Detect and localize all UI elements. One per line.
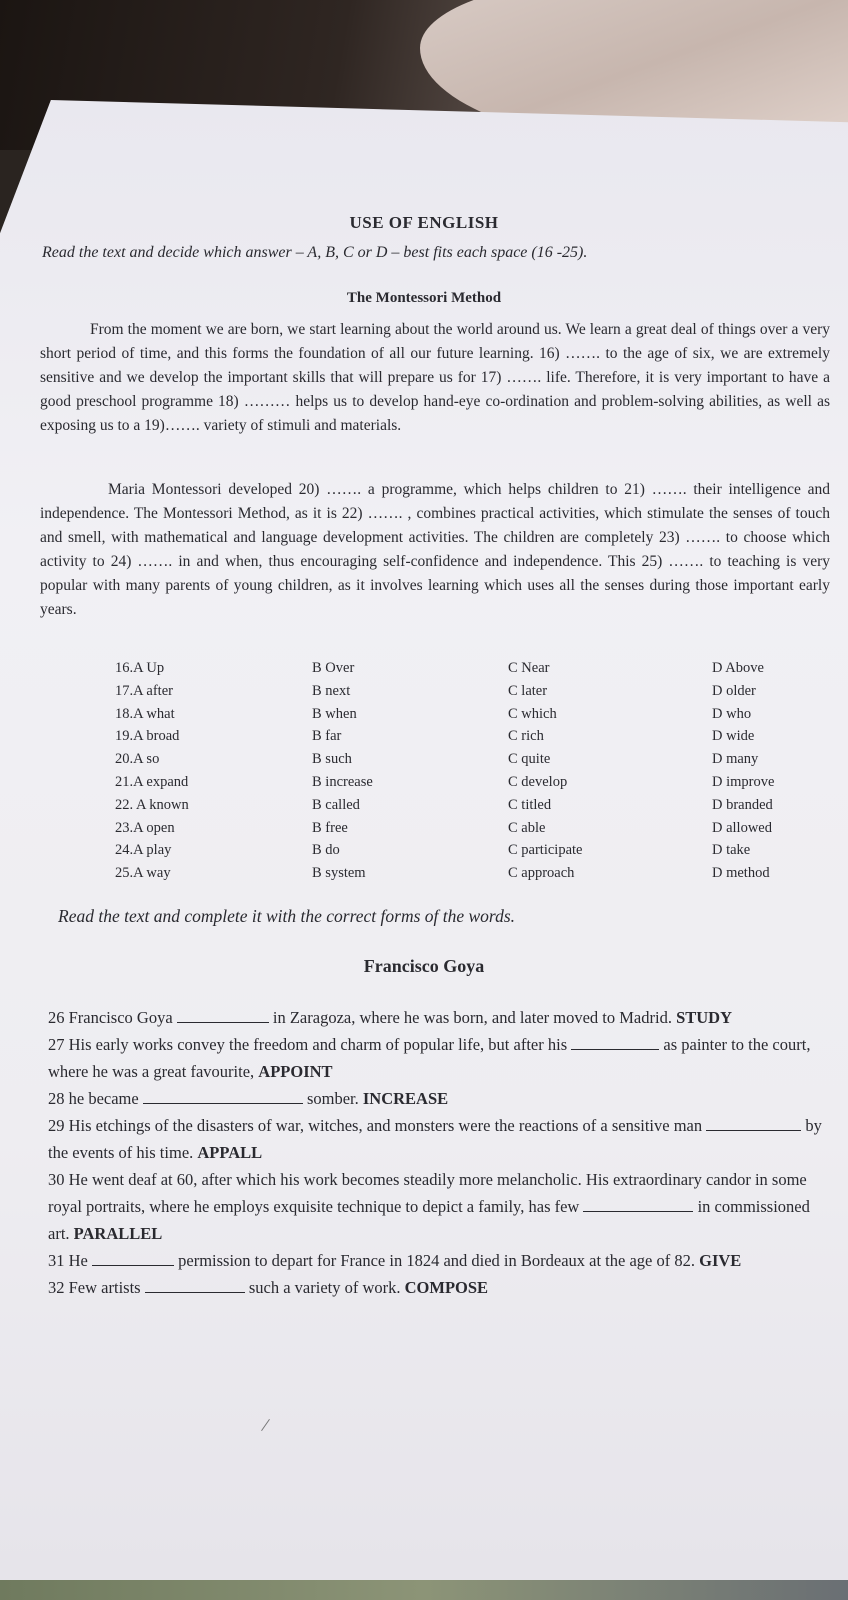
answer-blank[interactable] [177, 1008, 269, 1023]
option-c: C develop [508, 773, 568, 790]
part1-instruction: Read the text and decide which answer – A, B, C or D – best fits each space (16 -25). [42, 244, 588, 261]
option-a: 23.A open [115, 819, 175, 836]
pen-mark [261, 1419, 270, 1431]
option-d: D who [712, 705, 752, 722]
item-text-after: as painter to the court, where he was a great favourite, [48, 1035, 811, 1081]
option-c: C able [508, 819, 546, 836]
keyword: GIVE [699, 1251, 742, 1270]
option-c: C approach [508, 865, 575, 882]
option-a: 20.A so [115, 751, 160, 768]
text-title: The Montessori Method [346, 290, 502, 306]
item-text-before: 28 he became [48, 1089, 139, 1108]
item-text-after: such a variety of work. [248, 1278, 401, 1297]
part2-instruction: Read the text and complete it with the correct forms of the words. [58, 906, 516, 926]
keyword: APPALL [197, 1143, 263, 1162]
options-table [115, 660, 815, 888]
option-b: B far [312, 728, 342, 745]
item-text-before: 29 His etchings of the disasters of war, witches, and monsters were the reactions of a sensitive man [48, 1116, 703, 1135]
option-d: D Above [712, 660, 764, 676]
list-item [48, 1031, 828, 1085]
item-text-before: 30 He went deaf at 60, after which his work becomes steadily more melancholic. His extraordinary candor in some royal portraits, where he employs exquisite technique to depict a family, has few [48, 1170, 807, 1216]
item-text-after: in Zaragoza, where he was born, and later moved to Madrid. [272, 1008, 672, 1027]
option-d: D improve [712, 773, 775, 790]
part2-title: Francisco Goya [363, 956, 485, 976]
item-text-before: 26 Francisco Goya [48, 1008, 173, 1027]
options-row [115, 728, 815, 751]
option-c: C which [508, 705, 557, 722]
option-c: C participate [508, 842, 583, 859]
list-item [48, 1004, 828, 1031]
item-text-after: in commissioned art. [48, 1197, 810, 1243]
option-b: B Over [312, 660, 355, 676]
option-d: D allowed [712, 819, 772, 836]
option-d: D take [712, 842, 751, 859]
option-a: 18.A what [115, 705, 175, 722]
option-b: B such [312, 751, 352, 768]
options-row [115, 842, 815, 865]
answer-blank[interactable] [571, 1035, 659, 1050]
option-a: 24.A play [115, 842, 172, 859]
option-b: B system [312, 865, 366, 882]
list-item [48, 1274, 828, 1301]
list-item [48, 1112, 828, 1166]
option-b: B increase [312, 773, 373, 790]
item-text-before: 27 His early works convey the freedom and charm of popular life, but after his [48, 1035, 568, 1054]
answer-blank[interactable] [143, 1089, 303, 1104]
option-c: C later [508, 682, 548, 699]
item-text-before: 32 Few artists [48, 1278, 141, 1297]
keyword: PARALLEL [73, 1224, 163, 1243]
option-d: D method [712, 865, 770, 882]
item-text-after: permission to depart for France in 1824 and died in Bordeaux at the age of 82. [178, 1251, 695, 1270]
options-row [115, 865, 815, 888]
passage-paragraph-2: Maria Montessori developed 20) ……. a programme, which helps children to 21) ……. their intelligence and independence. The Montessori Method, as it is 22) ……. , combines practical activities, which stimulate the senses of touch and smell, with mathematical and language development activities. The children are completely 23) ……. to choose which activity to 24) ……. in and when, thus encouraging self-confidence and independence. This 25) ……. to teaching is very popular with many parents of young children, as it involves learning which uses all the senses during those important early years. [40, 481, 830, 618]
keyword: INCREASE [362, 1089, 449, 1108]
option-d: D older [712, 682, 756, 699]
options-row [115, 751, 815, 774]
option-c: C quite [508, 751, 551, 768]
passage-paragraph-1: From the moment we are born, we start learning about the world around us. We learn a great deal of things over a very short period of time, and this forms the foundation of all our future learning. 16) ……. to the age of six, we are extremely sensitive and we develop the important skills that will prepare us for 17) ……. life. Therefore, it is very important to have a good preschool programme 18) ……… helps us to develop hand-eye co-ordination and problem-solving abilities, as well as exposing us to a 19)……. variety of stimuli and materials. [40, 321, 830, 434]
options-row [115, 660, 815, 683]
options-row [115, 797, 815, 820]
option-a: 21.A expand [115, 773, 189, 790]
list-item [48, 1166, 828, 1247]
option-a: 19.A broad [115, 728, 180, 745]
option-d: D wide [712, 728, 755, 745]
answer-blank[interactable] [583, 1197, 693, 1212]
answer-blank[interactable] [706, 1116, 801, 1131]
option-b: B next [312, 682, 351, 699]
item-text-before: 31 He [48, 1251, 88, 1270]
option-a: 25.A way [115, 865, 171, 882]
options-row [115, 820, 815, 843]
options-row [115, 774, 815, 797]
option-d: D many [712, 751, 759, 768]
word-formation-list [48, 1004, 828, 1301]
option-b: B free [312, 819, 348, 836]
option-d: D branded [712, 796, 773, 813]
section-title: USE OF ENGLISH [349, 213, 499, 232]
keyword: APPOINT [258, 1062, 333, 1081]
option-c: C rich [508, 728, 544, 745]
answer-blank[interactable] [145, 1278, 245, 1293]
option-a: 17.A after [115, 682, 173, 699]
keyword: STUDY [676, 1008, 733, 1027]
list-item [48, 1247, 828, 1274]
option-b: B called [312, 796, 360, 813]
item-text-after: by the events of his time. [48, 1116, 822, 1162]
option-c: C Near [508, 660, 550, 676]
options-row [115, 706, 815, 729]
options-row [115, 683, 815, 706]
keyword: COMPOSE [404, 1278, 489, 1297]
option-c: C titled [508, 796, 552, 813]
answer-blank[interactable] [92, 1251, 174, 1266]
option-b: B do [312, 842, 340, 859]
list-item [48, 1085, 828, 1112]
option-b: B when [312, 705, 357, 722]
option-a: 16.A Up [115, 660, 165, 676]
item-text-after: somber. [306, 1089, 359, 1108]
option-a: 22. A known [115, 796, 189, 813]
